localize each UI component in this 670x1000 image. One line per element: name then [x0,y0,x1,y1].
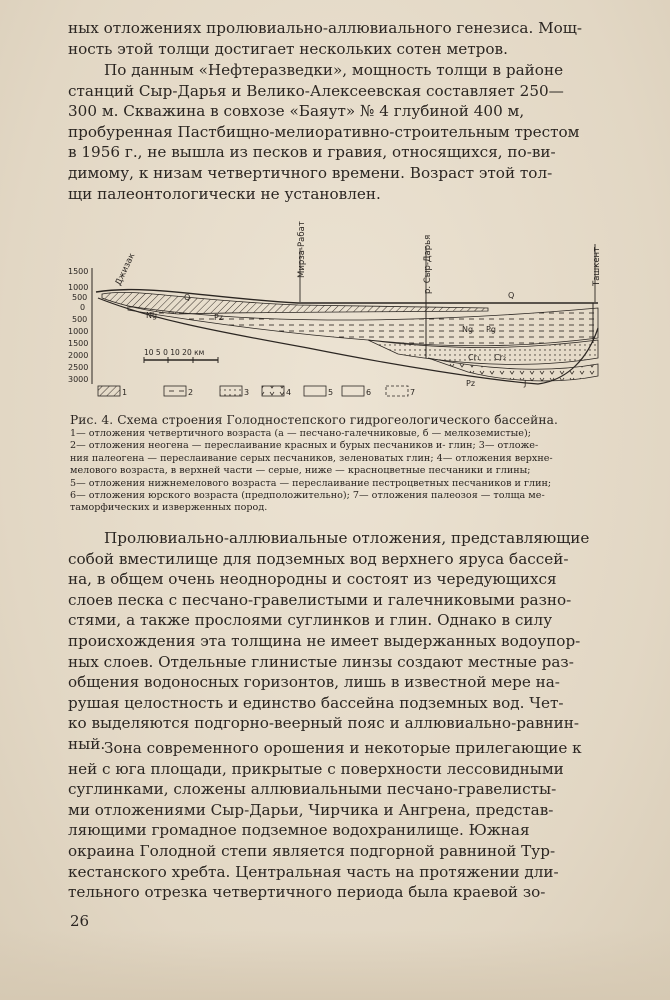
caption-line: таморфических и изверженных пород. [70,502,268,514]
legend-number: 1 [122,388,128,397]
caption-line: мелового возраста, в верхней части — серые, ниже — красноцветные песчаники и глины; [70,465,531,477]
legend-number: 7 [410,388,416,397]
depth-label: 1500 [68,267,89,276]
text-line: слоев песка с песчано-гравелистыми и галечниковыми разно- [68,590,572,609]
text-line: общения водоносных горизонтов, лишь в известной мере на- [68,673,560,692]
text-line: димому, к низам четвертичного времени. Возраст этой тол- [68,163,553,182]
cross-section-diagram [68,208,613,400]
station-label: Мирза-Рабат [297,221,307,278]
text-line: на, в общем очень неоднородны и состоят из чередующихся [68,570,557,589]
depth-label: 1000 [68,283,89,292]
depth-label: 500 [72,293,88,302]
station-label: Ташкент [592,246,602,286]
text-line: рушая целостность и единство бассейна подземных вод. Чет- [68,693,564,712]
caption-title: Рис. 4. Схема строения Голодностепского гидрогеологического бассейна. [70,413,558,427]
text-line: кестанского хребта. Центральная часть на протяжении дли- [68,862,559,881]
layer-symbol: J [524,379,527,388]
station-label: Джизак [113,251,138,288]
scale-bar [144,348,218,363]
text-line: станций Сыр-Дарья и Велико-Алексеевская составляет 250— [68,81,564,100]
text-line: ность этой толщи достигает нескольких сотен метров. [68,39,508,58]
legend-number: 4 [286,388,292,397]
legend [98,386,415,397]
caption-line: 1— отложения четвертичного возраста (а — песчано-галечниковые, б — мелкоземистые); [70,428,531,439]
text-line: ных слоев. Отдельные глинистые линзы создают местные раз- [68,652,574,671]
figure-caption [70,412,610,515]
depth-label: 3000 [68,375,89,384]
layer-symbol: Pz [214,313,224,322]
caption-line: ния палеогена — переслаивание серых песчаников, зеленоватых глин; 4— отложения верхне- [70,452,553,464]
page-number: 26 [70,912,90,930]
text-line: щи палеонтологически не установлен. [68,184,381,203]
paragraph-top [68,18,608,59]
text-line: ных отложениях пролювиально-аллювиального генезиса. Мощ- [68,19,583,37]
text-line: По данным «Нефтеразведки», мощность толщи в районе [104,61,564,79]
paragraph-proluvial [68,528,608,755]
depth-label: 1500 [68,339,89,348]
station-label: р. Сыр-Дарья [423,234,433,294]
text-line: стями, а также прослоями суглинков и глин. Однако в силу [68,611,553,630]
text-line: ко выделяются подгорно-веерный пояс и аллювиально-равнин- [68,714,580,733]
text-line: происхождения эта толщина не имеет выдержанных водоупор- [68,631,581,650]
figure-geological-section [68,208,613,400]
depth-label: 500 [72,315,88,324]
layer-symbol: Q [184,293,191,302]
layer-symbol: Q [508,291,515,300]
scale-bar-label: 10 5 0 10 20 км [144,348,205,357]
caption-line: 5— отложения нижнемелового возраста — переслаивание пестроцветных песчаников и глин; [70,477,552,489]
text-line: собой вместилище для подземных вод верхнего яруса бассей- [68,549,569,568]
text-line: ляющими громадное подземное водохранилище. Южная [68,821,530,840]
text-line: тельного отрезка четвертичного периода была краевой зо- [68,883,546,902]
layer-symbol: Pz [466,379,476,388]
depth-label: 0 [80,303,86,312]
text-line: пробуренная Пастбищно-мелиоративно-строительным трестом [68,122,580,141]
text-line: ми отложениями Сыр-Дарьи, Чирчика и Ангрена, представ- [68,800,554,819]
depth-label: 1000 [68,327,89,336]
layer-symbol: Pg [486,325,496,334]
page-edge-shade [0,930,670,1000]
text-line: 300 м. Скважина в совхозе «Баяут» № 4 глубиной 400 м, [68,102,525,121]
depth-label: 2500 [68,363,89,372]
paragraph-irrigation-zone [68,738,608,903]
layer-symbol: Cr₁ [468,353,481,362]
layer-symbol: Ng [146,311,158,320]
legend-number: 2 [188,388,194,397]
legend-number: 6 [366,388,372,397]
legend-number: 3 [244,388,250,397]
text-line: ный. [68,734,106,753]
text-line: ней с юга площади, прикрытые с поверхности лессовидными [68,759,564,778]
station-labels [114,221,602,302]
legend-number: 5 [328,388,334,397]
text-line: суглинками, сложены аллювиальными песчано-гравелисты- [68,780,557,799]
depth-scale [68,267,92,384]
caption-line: 6— отложения юрского возраста (предположительно); 7— отложения палеозоя — толща ме- [70,490,545,502]
caption-line: 2— отложения неогена — переслаивание красных и бурых песчаников и- глин; 3— отложе- [70,440,539,452]
text-line: в 1956 г., не вышла из песков и гравия, относящихся, по-ви- [68,143,556,162]
layer-symbol: Cr₂ [494,353,507,362]
text-line: окраина Голодной степи является подгорной равниной Тур- [68,841,556,860]
section-body [96,290,598,384]
text-line: Зона современного орошения и некоторые прилегающие к [104,739,582,757]
text-line: Пролювиально-аллювиальные отложения, представляющие [104,529,590,547]
paragraph-oil-exploration [68,60,608,204]
layer-symbol: Ng [462,325,474,334]
depth-label: 2000 [68,351,89,360]
